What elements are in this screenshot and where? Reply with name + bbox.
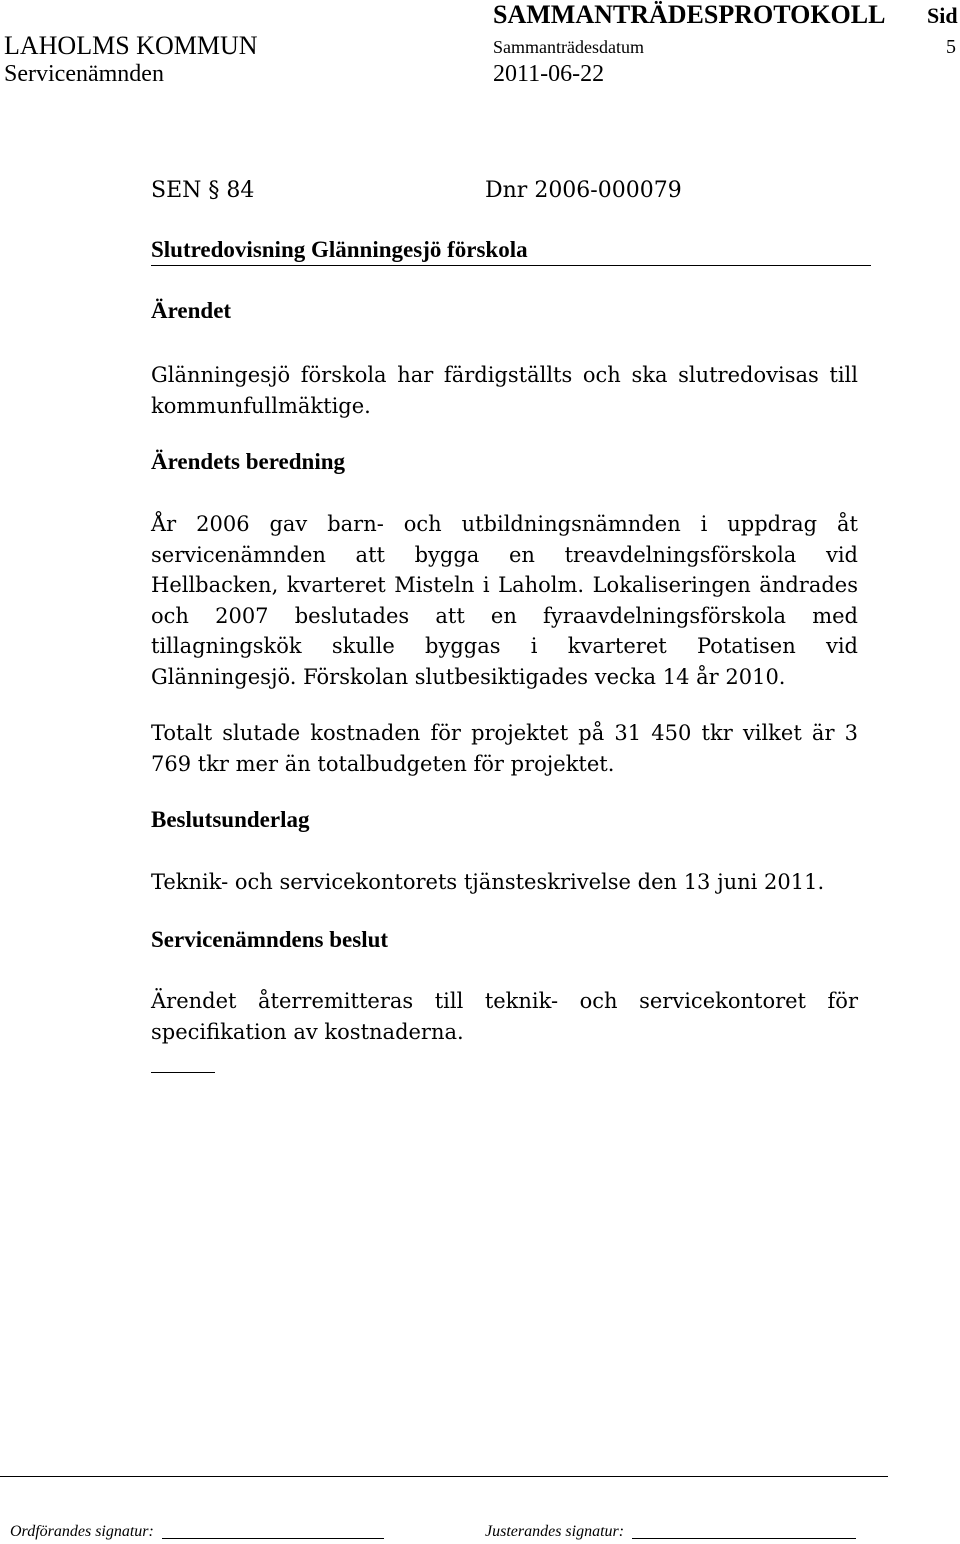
footer-divider bbox=[0, 1476, 888, 1477]
end-of-section-rule bbox=[151, 1072, 215, 1073]
meeting-date: 2011-06-22 bbox=[493, 61, 605, 87]
chair-signature-line bbox=[162, 1538, 384, 1539]
heading-beslut: Servicenämndens beslut bbox=[151, 927, 389, 952]
paragraph-beredning-1: År 2006 gav barn- och utbildningsnämnden i uppdrag åt servicenämnden att bygga en treavdelningsförskola vid Hellbacken, kvarteret Misteln i Laholm. Lokaliseringen ändrades och 2007 beslutades att en fyraavdelningsförskola med tillagningskök skulle byggas i kvarteret Potatisen vid Glänningesjö. Förskolan slutbesiktigades vecka 14 år 2010. bbox=[151, 512, 858, 689]
page-number: 5 bbox=[946, 36, 956, 58]
case-title: Slutredovisning Glänningesjö förskola bbox=[151, 237, 528, 262]
document-title: SAMMANTRÄDESPROTOKOLL bbox=[493, 0, 886, 29]
heading-beredning: Ärendets beredning bbox=[151, 449, 346, 474]
heading-arendet: Ärendet bbox=[151, 298, 232, 323]
chair-signature-label: Ordförandes signatur: bbox=[10, 1523, 154, 1540]
diary-number: Dnr 2006-000079 bbox=[485, 178, 682, 203]
committee-name: Servicenämnden bbox=[4, 61, 164, 87]
paragraph-arendet: Glänningesjö förskola har färdigställts och ska slutredovisas till kommunfullmäktige. bbox=[151, 363, 858, 418]
meeting-date-label: Sammanträdesdatum bbox=[493, 37, 644, 57]
organization-name: LAHOLMS KOMMUN bbox=[4, 31, 258, 60]
heading-beslutsunderlag: Beslutsunderlag bbox=[151, 807, 310, 832]
title-underline bbox=[151, 265, 871, 266]
paragraph-beslutsunderlag: Teknik- och servicekontorets tjänsteskrivelse den 13 juni 2011. bbox=[151, 870, 825, 894]
section-number: SEN § 84 bbox=[151, 178, 255, 203]
paragraph-beredning-2: Totalt slutade kostnaden för projektet på 31 450 tkr vilket är 3 769 tkr mer än totalbudgeten för projektet. bbox=[151, 721, 858, 776]
paragraph-beslut: Ärendet återremitteras till teknik- och servicekontoret för specifikation av kostnaderna. bbox=[151, 989, 858, 1044]
adjuster-signature-label: Justerandes signatur: bbox=[485, 1523, 625, 1540]
adjuster-signature-line bbox=[632, 1538, 856, 1539]
page-label: Sid bbox=[927, 3, 958, 28]
